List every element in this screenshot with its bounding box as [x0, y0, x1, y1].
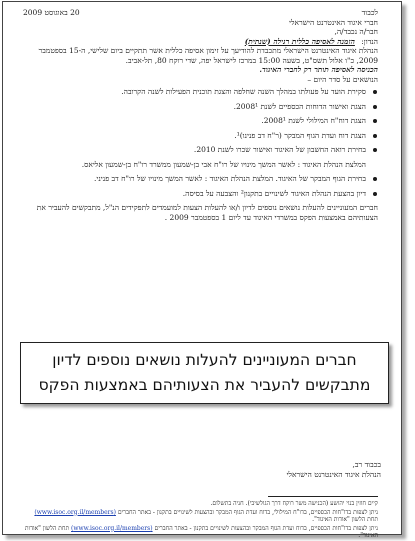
footnote-text: ניתן לצפות בדו"חות הכספיים, בדו"ח המילולי, בדוח ועדת הגוף המבקר ובהצעות לשינויים בתקנון - באתר החברים: [115, 508, 378, 516]
footnote-text: ניתן לצפות בדו"חות הכספיים, בדוח ועדת הגוף המבקר ובהצעות לשינויים בתקנון - באתר החברים: [152, 524, 378, 532]
footnotes: [23, 496, 378, 541]
agenda-item: [23, 145, 366, 169]
closing-signature: הנהלת איגוד האינטרנט הישראלי: [286, 470, 381, 479]
highlight-callout: [20, 342, 389, 404]
agenda-item-text: הצגת דוח ועדת הגוף המבקר (ר"ח דב פנינו)¹.: [234, 130, 366, 140]
footnote-text: תחת הלשון "אודות האיגוד".: [312, 516, 378, 523]
intro-paragraph: הנהלת איגוד האינטרנט הישראלי מתכבדת להודיעך על זימון אסיפה כללית אשר תתקיים ביום שלישי, ה-15 בספטמבר 2009, כ"ו אלול תשס"ט, בשעה 15:00 במרכז לישראל יפה, שדי רוקח 80, תל-אביב.: [38, 46, 378, 65]
letter-date: 20 באוגוסט 2009: [23, 8, 80, 17]
footnote-divider: [268, 496, 378, 497]
subject-line: [23, 37, 378, 47]
footnote: [23, 500, 378, 508]
proposals-paragraph: חברים המעוניינים להעלות נושאים נוספים לדיון ו/או להעלות הצעות למועמדים לתפקידים הנ"ל, מתבקשים להעביר את הצעותיהם באמצעות הפקס במשרדי האיגוד עד ליום 1 בספטמבר 2009 .: [36, 203, 378, 222]
closing-salutation: בכבוד רב,: [352, 460, 381, 469]
addressee: [289, 8, 378, 27]
agenda-item: [23, 174, 366, 184]
agenda-item-text: דיון בהצעת הנהלת האיגוד לשינויים בתקנון² והצבעה על בסיסה.: [182, 188, 366, 198]
agenda-item: [23, 87, 366, 97]
callout-line-2: מתבקשים להעביר את הצעותיהם באמצעות הפקס: [38, 376, 371, 394]
agenda-item-text: סקירת הועד על פעולתו במהלך השנה שחלפה והצגת תוכנית הפעילות לשנה הקרובה.: [121, 87, 366, 96]
agenda-item-text: בחירת הגוף המבקר של האיגוד. המלצת הנהלת האיגוד : לאשר המשך מינויו של רו"ח דב פניני.: [94, 174, 366, 183]
members-site-link[interactable]: (www.isoc.org.il/members): [71, 524, 153, 532]
agenda-item-text: הצגת דוח"ח המילולי לשנת 2008¹.: [261, 116, 366, 125]
closing-block: [287, 460, 381, 480]
document-page: [2, 1, 402, 539]
callout-line-1: חברים המעוניינים להעלות נושאים נוספים לדיון: [52, 351, 357, 369]
addressee-line-2: חברי איגוד האינטרנט הישראלי: [289, 17, 378, 27]
agenda-title: הנושאים על סדר היום –: [307, 74, 378, 84]
footnote: [23, 525, 378, 540]
agenda-item-text: הצגת ואישור הדוחות הכספיים לשנת 2008¹.: [233, 101, 366, 111]
agenda-item: [23, 131, 366, 141]
agenda-item-recommendation: המלצת הנהלת האיגוד : לאשר המשך מינויו של רו"ח אבי בן-שמעון ממשרד רו"ח בן-שמעון אליאס.: [81, 159, 366, 169]
agenda-item-text: בחירת רואה החשבון של האיגוד ואישור שכרו לשנת 2010.: [193, 145, 366, 154]
greeting: חבר/ה נכבד/ה,: [334, 27, 378, 36]
letter-body: [23, 8, 378, 222]
agenda-item: [23, 102, 366, 112]
footnote-text: תחת הלשון "אודות האיגוד".: [24, 524, 378, 539]
footnote: [23, 509, 378, 524]
agenda-item: [23, 189, 366, 199]
agenda-item: [23, 116, 366, 126]
addressee-line-1: לכבוד: [361, 8, 378, 17]
subject-label: הנדון:: [361, 36, 378, 46]
subject-value: הזמנה לאסיפה כללית רגילה (שנתית): [244, 36, 355, 46]
letter-header: [23, 8, 378, 27]
agenda-list: [23, 87, 378, 198]
members-only-note: הכניסה לאסיפה תותר רק לחברי האיגוד.: [259, 65, 378, 74]
members-site-link[interactable]: (www.isoc.org.il/members): [34, 508, 116, 516]
footnote-text: קיים חוזין בנוי יהושע (הכנישה משר רוקח דרך הגולשיבי). חניה בתשלום.: [210, 500, 378, 507]
